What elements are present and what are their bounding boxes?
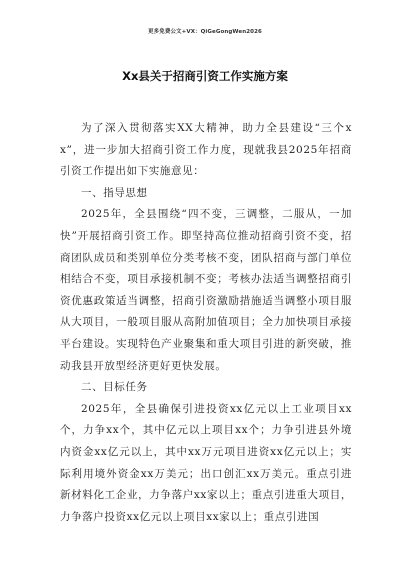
header-watermark: 更多免费公文+VX：QiGeGongWen2026 [148, 29, 262, 35]
targets-paragraph: 2025年，全县确保引进投资xx亿元以上工业项目xx个，力争xx个，其中亿元以上项目xx个；力争引进县外境内资金xx亿元以上，其中xx万元项目进资xx亿元以上；实际利用境外资金xx万美元；出口创汇xx万美元。重点引进新材料化工企业，力争落户xx家以上；重点引进重大项目，力争落户投资xx亿元以上项目xx家以上；重点引进国 [60, 402, 352, 523]
document-body [60, 118, 352, 528]
guiding-ideology-paragraph: 2025年，全县围绕“四不变，三调整，二服从，一加快”开展招商引资工作。即坚持高位推动招商引资不变，招商团队成员和类别单位分类考核不变，团队招商与部门单位相结合不变，项目承接机制不变；考核办法适当调整招商引资优惠政策适当调整，招商引资激励措施适当调整小项目服从大项目，一般项目服从高附加值项目；全力加快项目承接平台建设。实现特色产业聚集和重大项目引进的新突破，推动我县开放型经济更好更快发展。 [60, 208, 352, 372]
intro-paragraph: 为了深入贯彻落实XX大精神，助力全县建设“三个xx”，进一步加大招商引资工作力度，现就我县2025年招商引资工作提出如下实施意见： [60, 122, 352, 178]
section-heading-guiding-ideology: 一、指导思想 [81, 186, 148, 199]
document-title: Xx县关于招商引资工作实施方案 [122, 69, 288, 83]
section-heading-targets: 二、目标任务 [81, 381, 148, 394]
